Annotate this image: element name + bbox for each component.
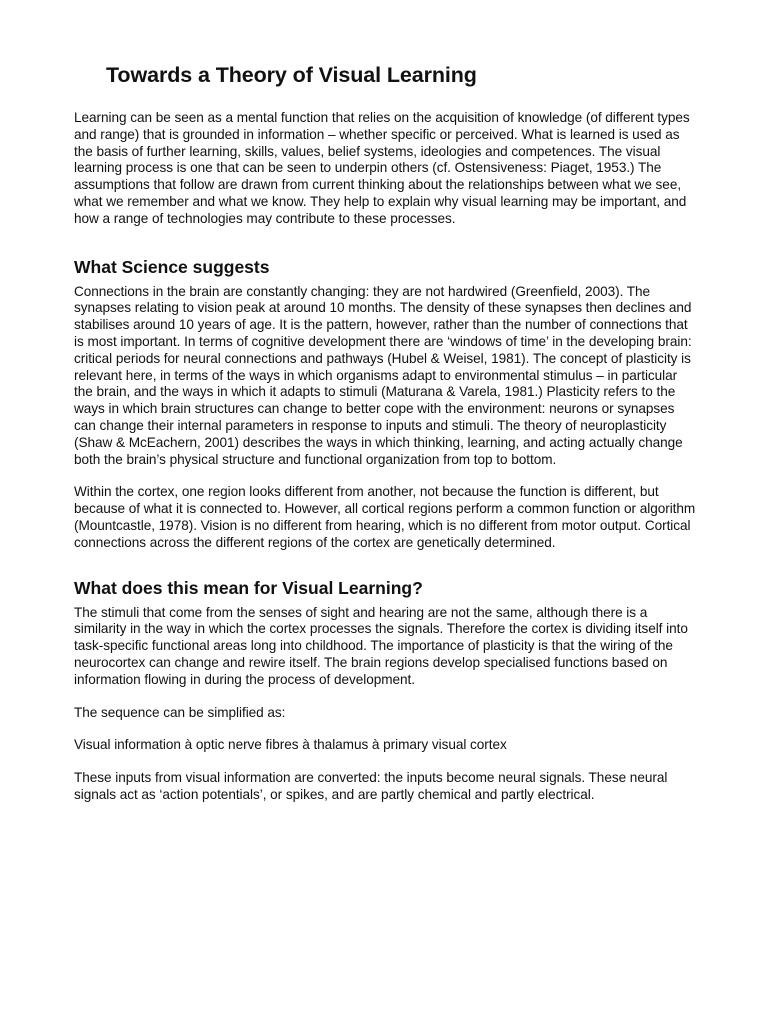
document-title: Towards a Theory of Visual Learning [106, 63, 477, 87]
sequence-line: Visual information à optic nerve fibres à thalamus à primary visual cortex [74, 737, 507, 753]
document-page [74, 62, 698, 804]
sequence-intro: The sequence can be simplified as: [74, 704, 286, 720]
intro-paragraph: Learning can be seen as a mental function that relies on the acquisition of knowledge (of different types and range) that is grounded in information – whether specific or perceived. What is learned is used as the basis of further learning, skills, values, belief systems, ideologies and competences. The visual learning process is one that can be seen to underpin others (cf. Ostensiveness: Piaget, 1953.) The assumptions that follow are drawn from current thinking about the relationships between what we see, what we remember and what we know. They help to explain why visual learning may be important, and how a range of technologies may contribute to these processes. [74, 110, 690, 226]
visual-learning-paragraph-1: The stimuli that come from the senses of sight and hearing are not the same, although there is a similarity in the way in which the cortex processes the signals. Therefore the cortex is dividing itself into task-specific functional areas long into childhood. The importance of plasticity is that the wiring of the neurocortex can change and rewire itself. The brain regions develop specialised functions based on information flowing in during the process of development. [74, 604, 688, 687]
science-paragraph-2: Within the cortex, one region looks different from another, not because the function is different, but because of what it is connected to. However, all cortical regions perform a common function or algorithm (Mountcastle, 1978). Vision is no different from hearing, which is no different from motor output. Cortical connections across the different regions of the cortex are genetically determined. [74, 484, 696, 550]
visual-learning-paragraph-2: These inputs from visual information are converted: the inputs become neural signals. These neural signals act as ‘action potentials’, or spikes, and are partly chemical and partly electrical. [74, 770, 668, 802]
section-heading-visual-learning: What does this mean for Visual Learning? [74, 577, 423, 598]
science-paragraph-1: Connections in the brain are constantly changing: they are not hardwired (Greenfield, 2003). The synapses relating to vision peak at around 10 months. The density of these synapses then declines and stabilises around 10 years of age. It is the pattern, however, rather than the number of connections that is most important. In terms of cognitive development there are ‘windows of time’ in the developing brain: critical periods for neural connections and pathways (Hubel & Weisel, 1981). The concept of plasticity is relevant here, in terms of the ways in which organisms adapt to environmental stimulus – in particular the brain, and the ways in which it adapts to stimuli (Maturana & Varela, 1981.) Plasticity refers to the ways in which brain structures can change to better cope with the environment: neurons or synapses can change their internal parameters in response to inputs and stimuli. The theory of neuroplasticity (Shaw & McEachern, 2001) describes the ways in which thinking, learning, and acting actually change both the brain’s physical structure and functional organization from top to bottom. [74, 283, 692, 467]
section-heading-science: What Science suggests [74, 256, 270, 277]
